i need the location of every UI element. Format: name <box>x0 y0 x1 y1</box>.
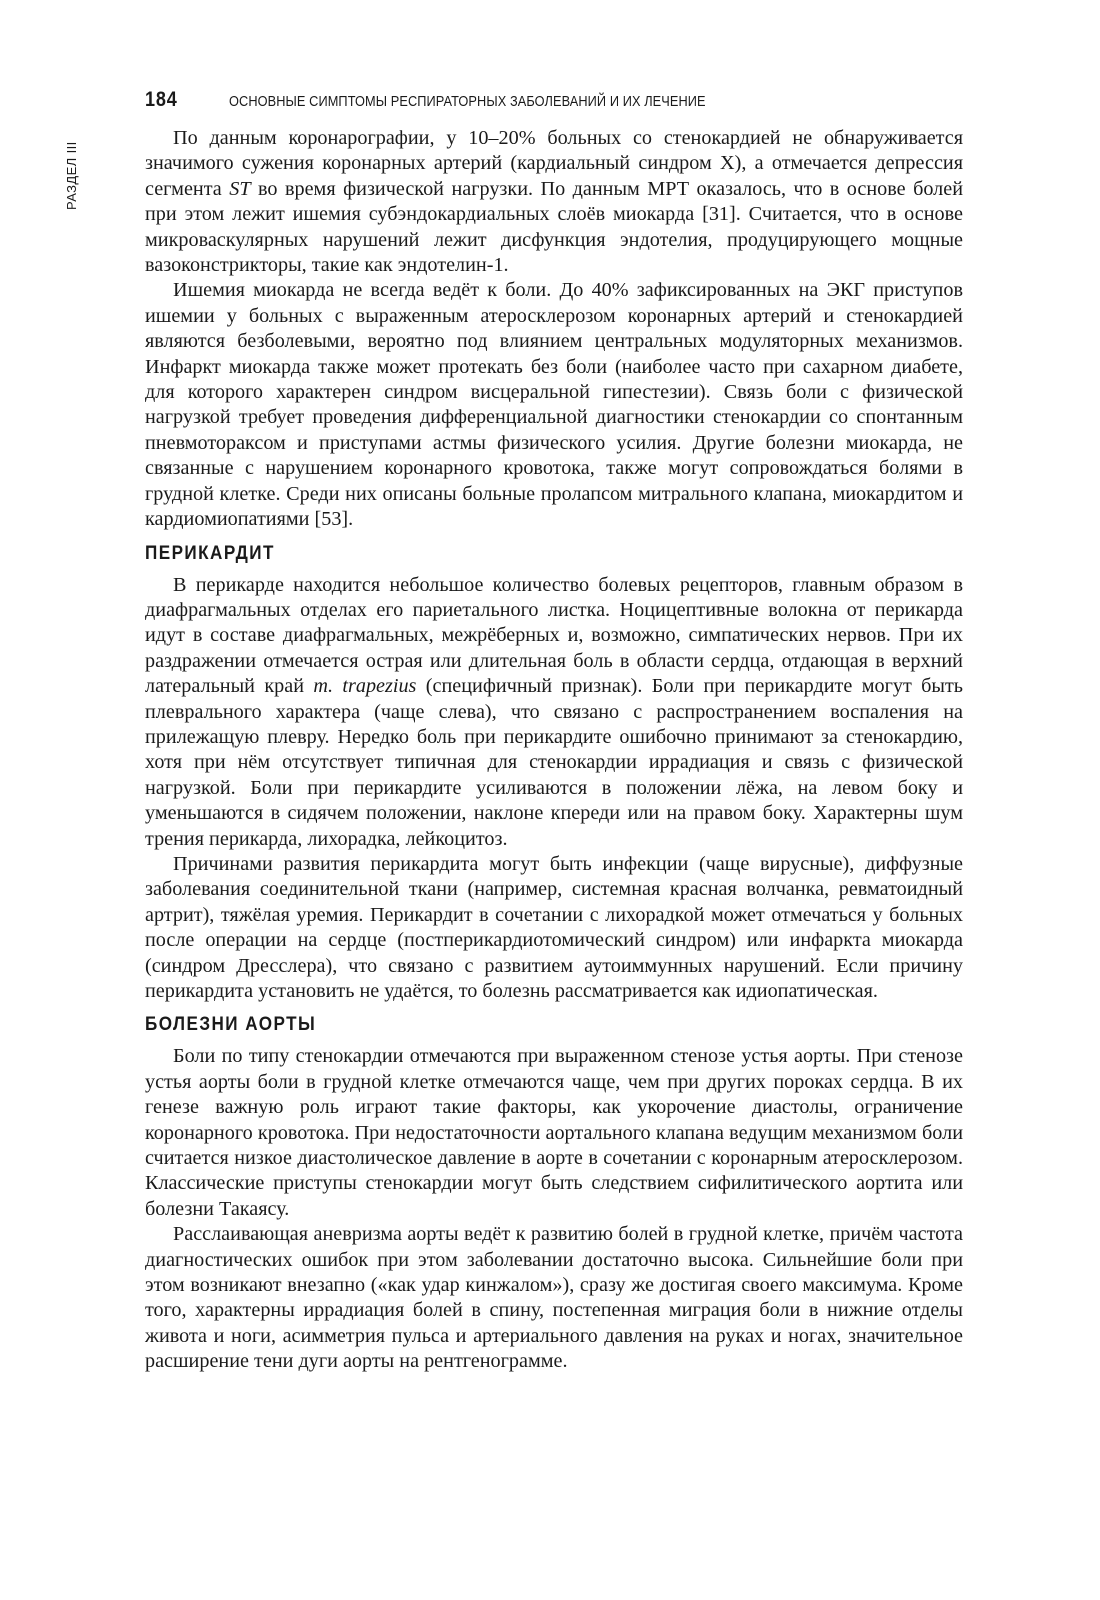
section-heading-pericarditis: ПЕРИКАРДИТ <box>145 542 275 564</box>
page-body <box>145 126 963 1375</box>
paragraph-cardiac-syndrome-x: По данным коронарографии, у 10–20% больных со стенокардией не обнаруживается значимого сужения коронарных артерий (кардиальный синдром X), а отмечается депрессия сегмента ST во время физической нагрузки. По данным МРТ оказалось, что в основе болей при этом лежит ишемия субэндокардиальных слоёв миокарда [31]. Считается, что в основе микроваскулярных нарушений лежит дисфункция эндотелия, продуцирующего мощные вазоконстрикторы, такие как эндотелин-1. <box>145 127 964 277</box>
paragraph-aortic-stenosis: Боли по типу стенокардии отмечаются при выраженном стенозе устья аорты. При стенозе устья аорты боли в грудной клетке отмечаются чаще, чем при других пороках сердца. В их генезе важную роль играют такие факторы, как укорочение диастолы, ограничение коронарного кровотока. При недостаточности аортального клапана ведущим механизмом боли считается низкое диастолическое давление в аорте в сочетании с коронарным атеросклерозом. Классические приступы стенокардии могут быть следствием сифилитического аортита или болезни Такаясу. <box>145 1045 963 1220</box>
page-number: 184 <box>145 88 178 111</box>
paragraph-silent-ischemia: Ишемия миокарда не всегда ведёт к боли. До 40% зафиксированных на ЭКГ приступов ишемии у больных с выраженным атеросклерозом коронарных артерий и стенокардией являются безболевыми, вероятно под влиянием центральных модуляторных механизмов. Инфаркт миокарда также может протекать без боли (наиболее часто при сахарном диабете, для которого характерен синдром висцеральной гипестезии). Связь боли с физической нагрузкой требует проведения дифференциальной диагностики стенокардии со спонтанным пневмотораксом и приступами астмы физического усилия. Другие болезни миокарда, не связанные с нарушением коронарного кровотока, также могут сопровождаться болями в грудной клетке. Среди них описаны больные пролапсом митрального клапана, миокардитом и кардиомиопатиями [53]. <box>145 279 963 531</box>
paragraph-pericarditis-causes: Причинами развития перикардита могут быть инфекции (чаще вирусные), диффузные заболевания соединительной ткани (например, системная красная волчанка, ревматоидный артрит), тяжёлая уремия. Перикардит в сочетании с лихорадкой может отмечаться у больных после операции на сердце (постперикардиотомический синдром) или инфаркта миокарда (синдром Дресслера), что связано с развитием аутоиммунных нарушений. Если причину перикардита установить не удаётся, то болезнь рассматривается как идиопатическая. <box>145 852 963 1002</box>
section-side-label <box>64 130 84 210</box>
section-label-text: РАЗДЕЛ III <box>64 141 79 210</box>
running-header <box>145 88 965 118</box>
paragraph-pericarditis-pain: В перикарде находится небольшое количество болевых рецепторов, главным образом в диафрагмальных отделах его париетального листка. Ноцицептивные волокна от перикарда идут в составе диафрагмальных, межрёберных и, возможно, симпатических нервов. При их раздражении отмечается острая или длительная боль в области сердца, отдающая в верхний латеральный край m. trapezius (специфичный признак). Боли при перикардите могут быть плеврального характера (чаще слева), что связано с распространением воспаления на прилежащую плевру. Нередко боль при перикардите ошибочно принимают за стенокардию, хотя при нём отсутствует типичная для стенокардии иррадиация и связь с физической нагрузкой. Боли при перикардите усиливаются в положении лёжа, на левом боку и уменьшаются в сидячем положении, наклоне кпереди или на правом боку. Характерны шум трения перикарда, лихорадка, лейкоцитоз. <box>145 573 964 850</box>
section-heading-aorta-diseases: БОЛЕЗНИ АОРТЫ <box>145 1014 317 1036</box>
chapter-title: ОСНОВНЫЕ СИМПТОМЫ РЕСПИРАТОРНЫХ ЗАБОЛЕВАНИЙ И ИХ ЛЕЧЕНИЕ <box>229 94 706 110</box>
paragraph-aortic-dissection: Расслаивающая аневризма аорты ведёт к развитию болей в грудной клетке, причём частота диагностических ошибок при этом заболевании достаточно высока. Сильнейшие боли при этом возникают внезапно («как удар кинжалом»), сразу же достигая своего максимума. Кроме того, характерны иррадиация болей в спину, постепенная миграция боли в нижние отделы живота и ноги, асимметрия пульса и артериального давления на руках и ногах, значительное расширение тени дуги аорты на рентгенограмме. <box>145 1223 963 1373</box>
